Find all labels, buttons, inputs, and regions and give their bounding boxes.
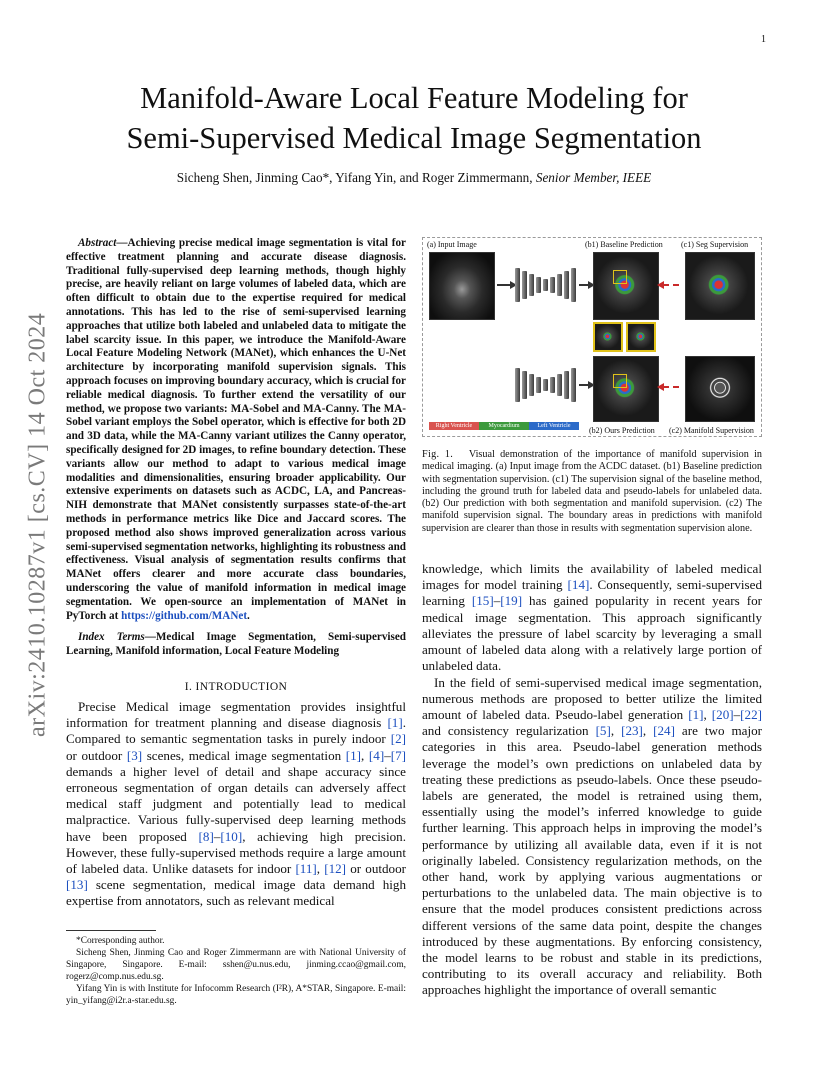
text-run: or outdoor: [346, 860, 407, 876]
ours-zoom-crop-frame: [626, 322, 656, 352]
citation-link[interactable]: [1]: [345, 747, 362, 763]
github-link[interactable]: https://github.com/MANet: [121, 609, 248, 622]
figure-1: [422, 237, 762, 437]
authors-membership: Senior Member, IEEE: [535, 170, 652, 185]
abstract-end: .: [247, 609, 250, 622]
legend-right-ventricle: Right Ventricle: [429, 422, 479, 430]
text-run: scene segmentation, medical image data demand high expertise from annotators, such as relevant medical: [66, 877, 406, 909]
citation-link[interactable]: [2]: [390, 731, 406, 747]
ours-prediction-image: [593, 356, 659, 422]
index-terms-text: —Medical Image Segmentation, Semi-supervised Learning, Manifold information, Local Feature Modeling: [66, 631, 407, 658]
text-run: –: [733, 706, 741, 722]
figure-label-input: (a) Input Image: [427, 240, 477, 249]
text-run: In the field of semi-supervised medical image segmentation, numerous methods are proposed to better utilize the limited amount of labeled data. Pseudo-label generation: [422, 674, 762, 722]
legend-myocardium: Myocardium: [479, 422, 529, 430]
citation-link[interactable]: [19]: [500, 593, 523, 609]
ours-zoom-box: [613, 374, 627, 388]
section-heading-introduction: I. INTRODUCTION: [184, 680, 288, 693]
text-run: scenes, medical image segmentation: [142, 747, 346, 763]
text-run: Precise Medical image segmentation provides insightful information for treatment planning and disease diagnosis: [66, 698, 406, 731]
index-terms: [66, 631, 406, 659]
seg-supervision-image: [685, 252, 755, 320]
citation-link[interactable]: [7]: [390, 747, 407, 763]
text-run: ,: [316, 860, 325, 876]
figure-legend: [429, 422, 579, 430]
citation-link[interactable]: [1]: [688, 706, 704, 722]
title-line-1: Manifold-Aware Local Feature Modeling for: [140, 81, 688, 115]
text-run: and consistency regularization: [422, 723, 596, 739]
title-block: [66, 78, 762, 186]
citation-link[interactable]: [14]: [567, 577, 590, 593]
citation-link[interactable]: [24]: [653, 723, 675, 739]
citation-link[interactable]: [11]: [295, 860, 317, 876]
text-run: –: [213, 828, 221, 844]
manifold-supervision-arrow: [663, 386, 679, 388]
arrow-into-network: [497, 284, 511, 286]
citation-link[interactable]: [15]: [471, 593, 494, 609]
citation-link[interactable]: [1]: [387, 715, 403, 731]
baseline-zoom-crop-frame: [593, 322, 623, 352]
text-run: are two major categories in this area. Pseudo-label generation methods leverage the model’s own predictions on unlabeled data by treating these predictions as pseudo-labels. Once these pseudo-labels are generated, the model is retrained using them, essentially using the model’s inferred knowledge to guide further learning. This approach helps in improving the model’s performance by utilizing all available data, even if it is not originally labeled. Consistency regularization methods, on the other hand, work by applying various augmentations or perturbations to the unlabeled data. The main objective is to ensure that the model produces consistent predictions across different versions of the same data point, despite the changes introduced by these augmentations. By enforcing consistency, the model learns to be robust and stable in its predictions, contributing to its overall accuracy and reliability. Both approaches highlight the importance of overall semantic: [422, 723, 762, 998]
footnotes: [66, 930, 406, 1007]
citation-link[interactable]: [20]: [711, 706, 734, 722]
index-terms-lead: Index Terms: [78, 631, 145, 644]
figure-label-seg-supervision: (c1) Seg Supervision: [681, 240, 749, 249]
unet-icon-bottom: [515, 368, 576, 402]
figure-caption: [422, 449, 762, 535]
citation-link[interactable]: [13]: [66, 877, 88, 893]
arxiv-stamp: arXiv:2410.10287v1 [cs.CV] 14 Oct 2024: [24, 312, 51, 738]
baseline-zoom-box: [613, 270, 627, 284]
abstract: [66, 237, 406, 623]
caption-text: Visual demonstration of the importance of manifold supervision in medical imaging. (a) Input image from the ACDC dataset. (b1) Baseline prediction with segmentation supervision. (c1) The supervision signal of the baseline method, including the ground truth for labeled data and pseudo-labels for unlabeled data. (b2) Our prediction with both segmentation and manifold supervision. (c2) The manifold supervision signal. The boundary areas in predictions with manifold supervision are clearer than those in results with segmentation supervision alone.: [422, 449, 762, 534]
legend-left-ventricle: Left Ventricle: [529, 422, 579, 430]
text-run: , achieving high precision. However, these fully-supervised methods require a large amount of labeled data. Unlike datasets for indoor: [66, 828, 406, 876]
unet-icon-top: [515, 268, 576, 302]
footnote-corresponding: *Corresponding author.: [76, 936, 165, 946]
intro-paragraph-1: [66, 699, 406, 910]
text-run: knowledge, which limits the availability of labeled medical images for model training: [422, 561, 762, 593]
page-number: 1: [761, 34, 766, 45]
paper-title: [66, 78, 762, 158]
footnote-affiliation-i2r: Yifang Yin is with Institute for Infocomm Research (I²R), A*STAR, Singapore. E-mail: yin_yifang@i2r.a-star.edu.sg.: [66, 984, 406, 1006]
citation-link[interactable]: [4]: [368, 747, 385, 763]
citation-link[interactable]: [5]: [595, 723, 611, 739]
abstract-lead: Abstract: [78, 237, 117, 249]
footnote-affiliation-nus: Sicheng Shen, Jinming Cao and Roger Zimmermann are with National University of Singapore, Singapore. E-mail: sshen@u.nus.edu, jinming.ccao@gmail.com, rogerz@comp.nus.edu.sg.: [66, 948, 406, 982]
text-run: or outdoor: [66, 747, 127, 763]
text-run: has gained popularity in recent years for medical image segmentation. This approach significantly alleviates the pressure of label scarcity by leveraging a small amount of labeled data along with a relatively large portion of unlabeled data.: [422, 593, 762, 674]
text-run: ,: [610, 723, 622, 739]
footnote-rule: [66, 930, 156, 931]
figure-label-manifold: (c2) Manifold Supervision: [669, 426, 754, 435]
citation-link[interactable]: [12]: [324, 860, 347, 876]
abstract-text: —Achieving precise medical image segmentation is vital for effective treatment planning and accurate disease diagnosis. Traditional fully-supervised deep learning methods, though highly precise, are heavily reliant on large volumes of labeled data, which are often difficult to obtain due to the expertise required for medical annotations. This has led to the rise of semi-supervised learning approaches that utilize both labeled and unlabeled data to mitigate the label scarcity issue. In this paper, we introduce the Manifold-Aware Local Feature Modeling Network (MANet), which enhances the U-Net architecture by incorporating manifold supervision signals. This approach focuses on improving boundary accuracy, which is crucial for reliable medical diagnosis. To further extend the versatility of our method, we propose two variants: MA-Sobel and MA-Canny. The MA-Sobel variant employs the Sobel operator, which is effective for both 2D and 3D data, while the MA-Canny variant utilizes the Canny operator, specifically designed for 2D images, to refine boundary detection. These variants allow our method to adapt to various medical image modalities and dimensionalities, ensuring broader applicability. Our extensive experiments on datasets such as ACDC, LA, and Pancreas-NIH demonstrate that MANet consistently surpasses state-of-the-art methods in performance metrics like Dice and Jaccard scores. The proposed method also shows improved generalization across various semi-supervised segmentation networks, highlighting its robustness and effectiveness. Visual analysis of segmentation results confirms that MANet offers clearer and more accurate class boundaries, underscoring the value of manifold information in medical image segmentation. We open-source an implementation of MANet in PyTorch at: [66, 237, 406, 622]
title-line-2: Semi-Supervised Medical Image Segmentation: [126, 121, 702, 155]
author-list: [66, 170, 762, 186]
intro-paragraph-2: [422, 675, 762, 999]
figure-label-ours: (b2) Ours Prediction: [589, 426, 655, 435]
text-run: ,: [642, 723, 654, 739]
seg-supervision-arrow: [663, 284, 679, 286]
right-column: [422, 237, 762, 999]
left-column: [66, 237, 406, 910]
text-run: ,: [703, 706, 712, 722]
citation-link[interactable]: [8]: [198, 828, 214, 844]
arrow-to-baseline: [579, 284, 589, 286]
input-mri-image: [429, 252, 495, 320]
figure-label-baseline: (b1) Baseline Prediction: [585, 240, 663, 249]
text-run: . Consequently, semi-supervised learning: [422, 577, 763, 609]
text-run: . Compared to semantic segmentation tasks in purely indoor: [66, 715, 406, 747]
citation-link[interactable]: [3]: [126, 747, 143, 763]
arrow-to-ours: [579, 384, 589, 386]
citation-link[interactable]: [10]: [220, 828, 243, 844]
text-run: –: [493, 593, 501, 609]
citation-link[interactable]: [22]: [740, 706, 762, 722]
text-run: –: [384, 747, 391, 763]
caption-label: Fig. 1.: [422, 449, 454, 460]
text-run: demands a higher level of detail and shape accuracy since erroneous segmentation of organ details can adversely affect medical staff judgment and potentially lead to medical malpractice. Various fully-supervised deep learning methods have been proposed: [66, 763, 406, 844]
authors-names: Sicheng Shen, Jinming Cao*, Yifang Yin, and Roger Zimmermann,: [176, 170, 533, 185]
right-body: [422, 561, 762, 998]
intro-paragraph-continued: [422, 561, 762, 674]
baseline-prediction-image: [593, 252, 659, 320]
citation-link[interactable]: [23]: [621, 723, 643, 739]
text-run: ,: [361, 747, 369, 763]
manifold-supervision-image: [685, 356, 755, 422]
